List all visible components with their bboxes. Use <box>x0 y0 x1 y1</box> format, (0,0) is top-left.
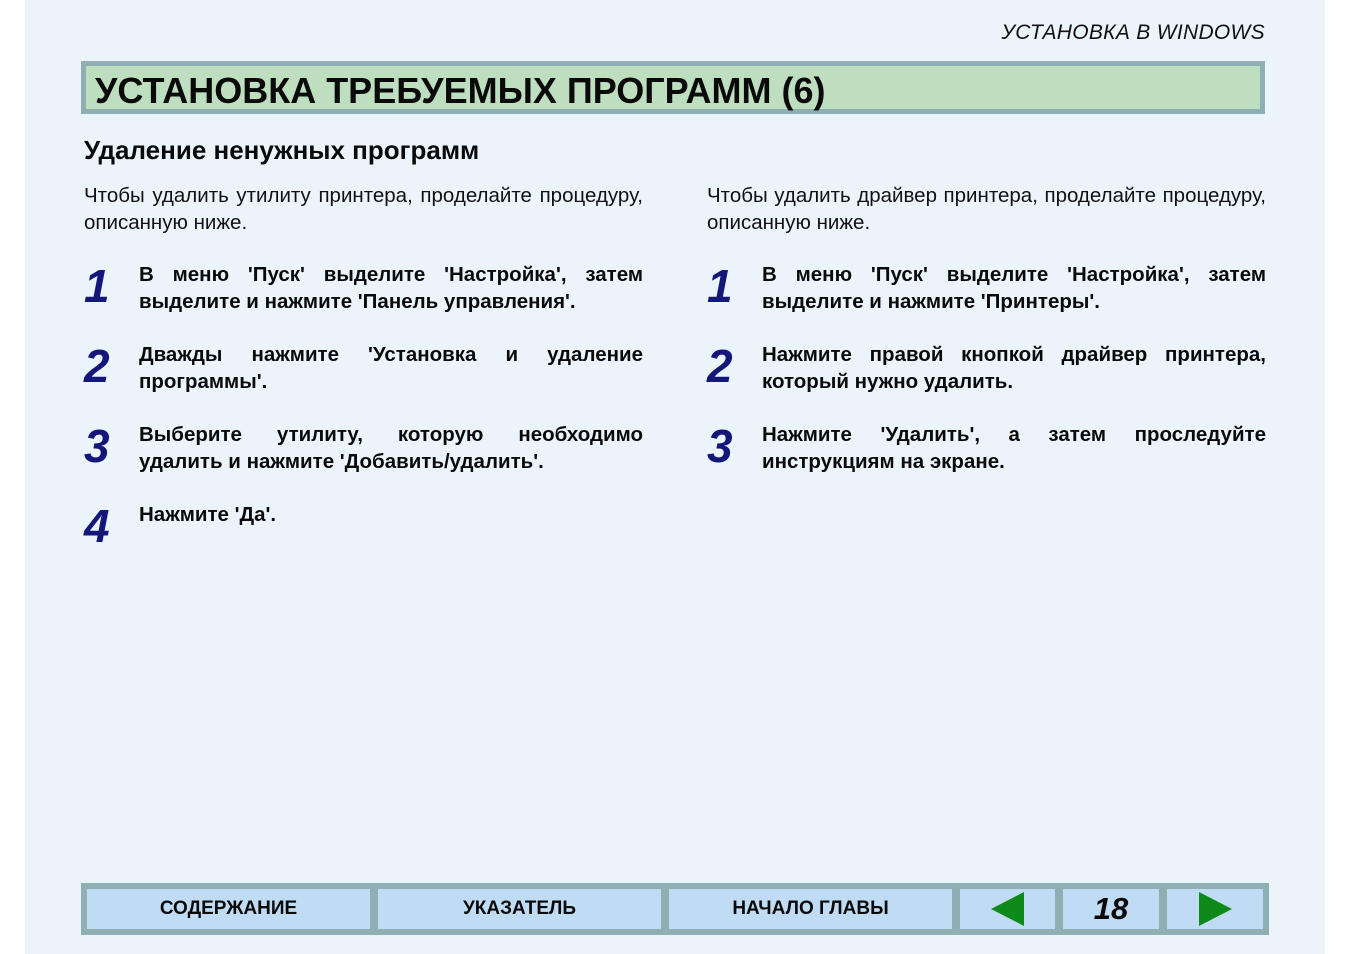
step-item <box>707 341 1266 395</box>
step-text: Нажмите правой кнопкой драйвер принтера, который нужно удалить. <box>762 343 1266 393</box>
utility-removal-steps <box>84 261 643 553</box>
previous-page-button[interactable] <box>960 889 1055 929</box>
right-arrow-icon <box>1199 892 1232 926</box>
index-button[interactable]: УКАЗАТЕЛЬ <box>378 889 661 929</box>
step-item <box>84 501 643 553</box>
page-title: УСТАНОВКА ТРЕБУЕМЫХ ПРОГРАММ (6) <box>95 70 826 111</box>
manual-page <box>25 0 1325 954</box>
driver-removal-column <box>707 182 1266 475</box>
step-text: Нажмите 'Удалить', а затем проследуйте инструкциям на экране. <box>762 423 1266 473</box>
step-text: В меню 'Пуск' выделите 'Настройка', затем выделите и нажмите 'Панель управления'. <box>139 263 643 313</box>
title-bar <box>81 61 1265 114</box>
navigation-bar <box>81 883 1269 935</box>
step-number: 2 <box>84 340 110 392</box>
step-number: 2 <box>707 340 733 392</box>
step-item <box>84 261 643 315</box>
step-text: Дважды нажмите 'Установка и удаление программы'. <box>139 343 643 393</box>
step-number: 3 <box>707 420 733 472</box>
left-arrow-icon <box>991 892 1024 926</box>
step-number: 1 <box>84 260 110 312</box>
step-item <box>84 421 643 475</box>
step-number: 1 <box>707 260 733 312</box>
utility-removal-intro: Чтобы удалить утилиту принтера, проделайте процедуру, описанную ниже. <box>84 184 643 234</box>
step-text: Нажмите 'Да'. <box>139 503 277 526</box>
next-page-button[interactable] <box>1167 889 1263 929</box>
step-text: В меню 'Пуск' выделите 'Настройка', затем выделите и нажмите 'Принтеры'. <box>762 263 1266 313</box>
step-item <box>707 261 1266 315</box>
subheading: Удаление ненужных программ <box>84 135 480 165</box>
driver-removal-steps <box>707 261 1266 475</box>
section-label: УСТАНОВКА В WINDOWS <box>1001 21 1265 44</box>
chapter-start-button[interactable]: НАЧАЛО ГЛАВЫ <box>669 889 952 929</box>
utility-removal-column <box>84 182 643 553</box>
driver-removal-intro: Чтобы удалить драйвер принтера, проделайте процедуру, описанную ниже. <box>707 184 1266 234</box>
step-item <box>84 341 643 395</box>
step-item <box>707 421 1266 475</box>
page-number: 18 <box>1063 889 1159 929</box>
step-number: 4 <box>84 500 110 552</box>
step-text: Выберите утилиту, которую необходимо удалить и нажмите 'Добавить/удалить'. <box>139 423 643 473</box>
contents-button[interactable]: СОДЕРЖАНИЕ <box>87 889 370 929</box>
step-number: 3 <box>84 420 110 472</box>
